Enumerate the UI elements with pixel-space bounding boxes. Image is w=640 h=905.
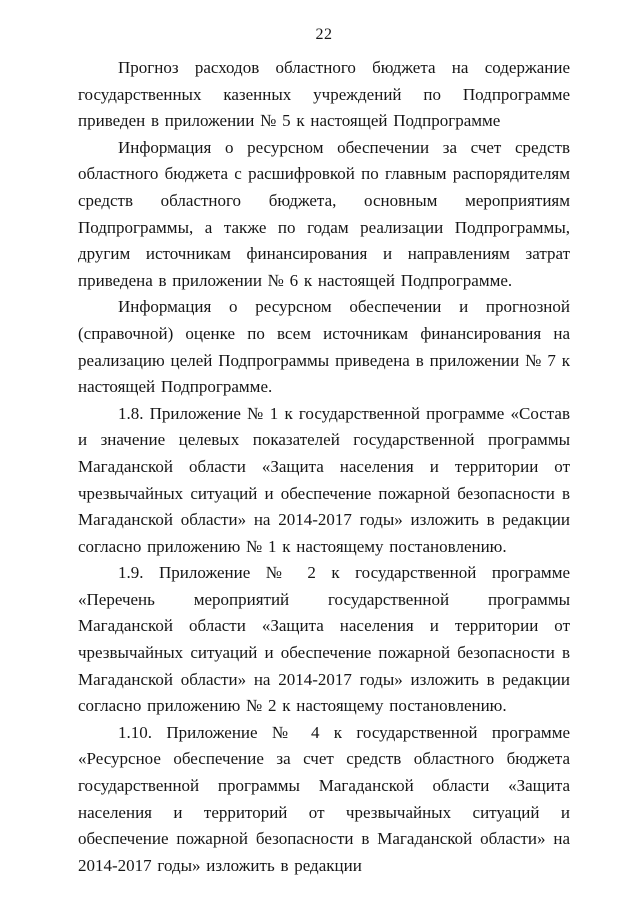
paragraph-clause-1-8: 1.8. Приложение № 1 к государственной программе «Состав и значение целевых показателей государственной программы Магаданской области «Защита населения и территории от чрезвычайных ситуаций и обеспечение пожарной безопасности в Магаданской области» на 2014-2017 годы» изложить в редакции согласно приложению № 1 к настоящему постановлению. xyxy=(78,403,570,556)
paragraph-budget-forecast: Прогноз расходов областного бюджета на содержание государственных казенных учреждений по Подпрограмме приведен в приложении № 5 к настоящей Подпрограмме xyxy=(78,58,570,131)
paragraph-resource-info-appendix-6: Информация о ресурсном обеспечении за счет средств областного бюджета с расшифровкой по главным распорядителям средств областного бюджета, основным мероприятиям Подпрограммы, а также по годам реализации Подпрограммы, другим источникам финансирования и направлениям затрат приведена в приложении № 6 к настоящей Подпрограмме. xyxy=(78,137,570,290)
paragraph-clause-1-9: 1.9. Приложение № 2 к государственной программе «Перечень мероприятий государственной программы Магаданской области «Защита населения и территории от чрезвычайных ситуаций и обеспечение пожарной безопасности в Магаданской области» на 2014-2017 годы» изложить в редакции согласно приложению № 2 к настоящему постановлению. xyxy=(78,563,570,716)
paragraph-resource-info-appendix-7: Информация о ресурсном обеспечении и прогнозной (справочной) оценке по всем источникам финансирования на реализацию целей Подпрограммы приведена в приложении № 7 к настоящей Подпрограмме. xyxy=(78,297,570,397)
paragraph-clause-1-10: 1.10. Приложение № 4 к государственной программе «Ресурсное обеспечение за счет средств областного бюджета государственной программы Магаданской области «Защита населения и территорий от чрезвычайных ситуаций и обеспечение пожарной безопасности в Магаданской области» на 2014-2017 годы» изложить в редакции xyxy=(78,722,570,875)
document-body xyxy=(78,55,570,879)
page-number: 22 xyxy=(315,26,333,43)
